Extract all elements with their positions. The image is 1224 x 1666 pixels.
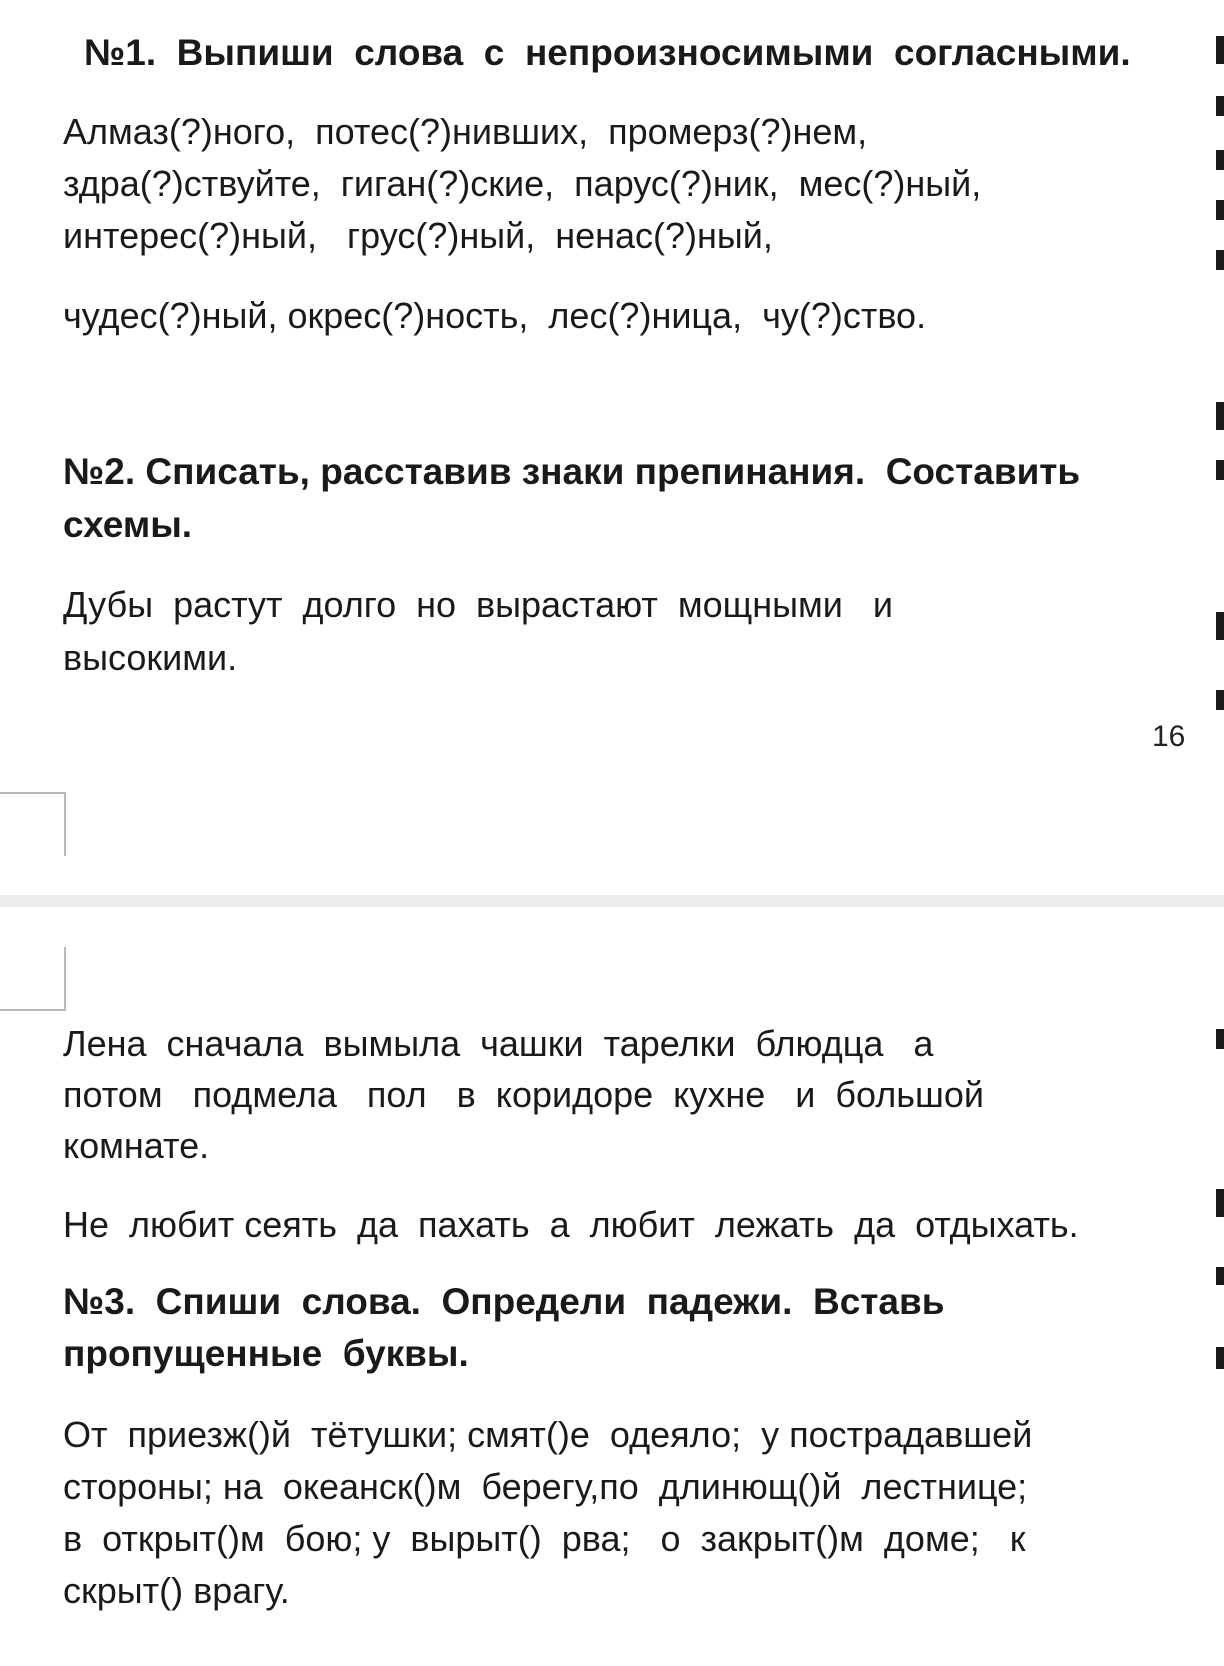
task3-line-3: в открыт()м бою; у вырыт() рва; о закрыт()м доме; к bbox=[63, 1518, 1026, 1559]
next-column-text-fragment bbox=[1216, 1347, 1224, 1369]
crop-mark-top-left bbox=[0, 947, 66, 1011]
task3-line-1: От приезж()й тётушки; смят()е одеяло; у пострадавшей bbox=[63, 1414, 1033, 1455]
next-column-text-fragment bbox=[1216, 1189, 1224, 1217]
task3-line-4: скрыт() врагу. bbox=[63, 1570, 290, 1611]
next-column-text-fragment bbox=[1216, 460, 1224, 480]
next-column-text-fragment bbox=[1216, 36, 1224, 64]
task1-line-2: здра(?)ствуйте, гиган(?)ские, парус(?)ник, мес(?)ный, bbox=[63, 163, 982, 204]
next-column-text-fragment bbox=[1216, 690, 1224, 710]
task2-paragraph1-line-3: комнате. bbox=[63, 1125, 210, 1166]
next-column-text-fragment bbox=[1216, 150, 1224, 170]
task1-heading: №1. Выпиши слова с непроизносимыми согласными. bbox=[84, 32, 1131, 73]
task2-paragraph2: Не любит сеять да пахать а любит лежать да отдыхать. bbox=[63, 1204, 1079, 1245]
task3-heading-line-1: №3. Спиши слова. Определи падежи. Вставь bbox=[63, 1281, 945, 1322]
page-number: 16 bbox=[1152, 720, 1186, 753]
task2-text-line-1: Дубы растут долго но вырастают мощными и bbox=[63, 584, 893, 625]
task2-paragraph1-line-2: потом подмела пол в коридоре кухне и большой bbox=[63, 1074, 984, 1115]
next-column-text-fragment bbox=[1216, 612, 1224, 640]
task2-paragraph1-line-1: Лена сначала вымыла чашки тарелки блюдца а bbox=[63, 1023, 934, 1064]
task2-heading-line-1: №2. Списать, расставив знаки препинания. Составить bbox=[63, 451, 1081, 492]
task3-line-2: стороны; на океанск()м берегу,по длинющ()й лестнице; bbox=[63, 1466, 1028, 1507]
task3-heading-line-2: пропущенные буквы. bbox=[63, 1333, 469, 1374]
task2-heading-line-2: схемы. bbox=[63, 504, 193, 545]
next-column-text-fragment bbox=[1216, 1267, 1224, 1285]
task1-line-1: Алмаз(?)ного, потес(?)нивших, промерз(?)нем, bbox=[63, 111, 868, 152]
task2-text-line-2: высокими. bbox=[63, 637, 238, 678]
next-column-text-fragment bbox=[1216, 402, 1224, 430]
task1-line-3: интерес(?)ный, грус(?)ный, ненас(?)ный, bbox=[63, 215, 773, 256]
document-page-bottom bbox=[0, 907, 1224, 1666]
task1-line-4: чудес(?)ный, окрес(?)ность, лес(?)ница, чу(?)ство. bbox=[63, 295, 927, 336]
crop-mark-bottom-left bbox=[0, 792, 66, 856]
next-column-text-fragment bbox=[1216, 200, 1224, 220]
page-separator bbox=[0, 895, 1224, 907]
next-column-text-fragment bbox=[1216, 1029, 1224, 1049]
next-column-text-fragment bbox=[1216, 250, 1224, 270]
next-column-text-fragment bbox=[1216, 96, 1224, 116]
